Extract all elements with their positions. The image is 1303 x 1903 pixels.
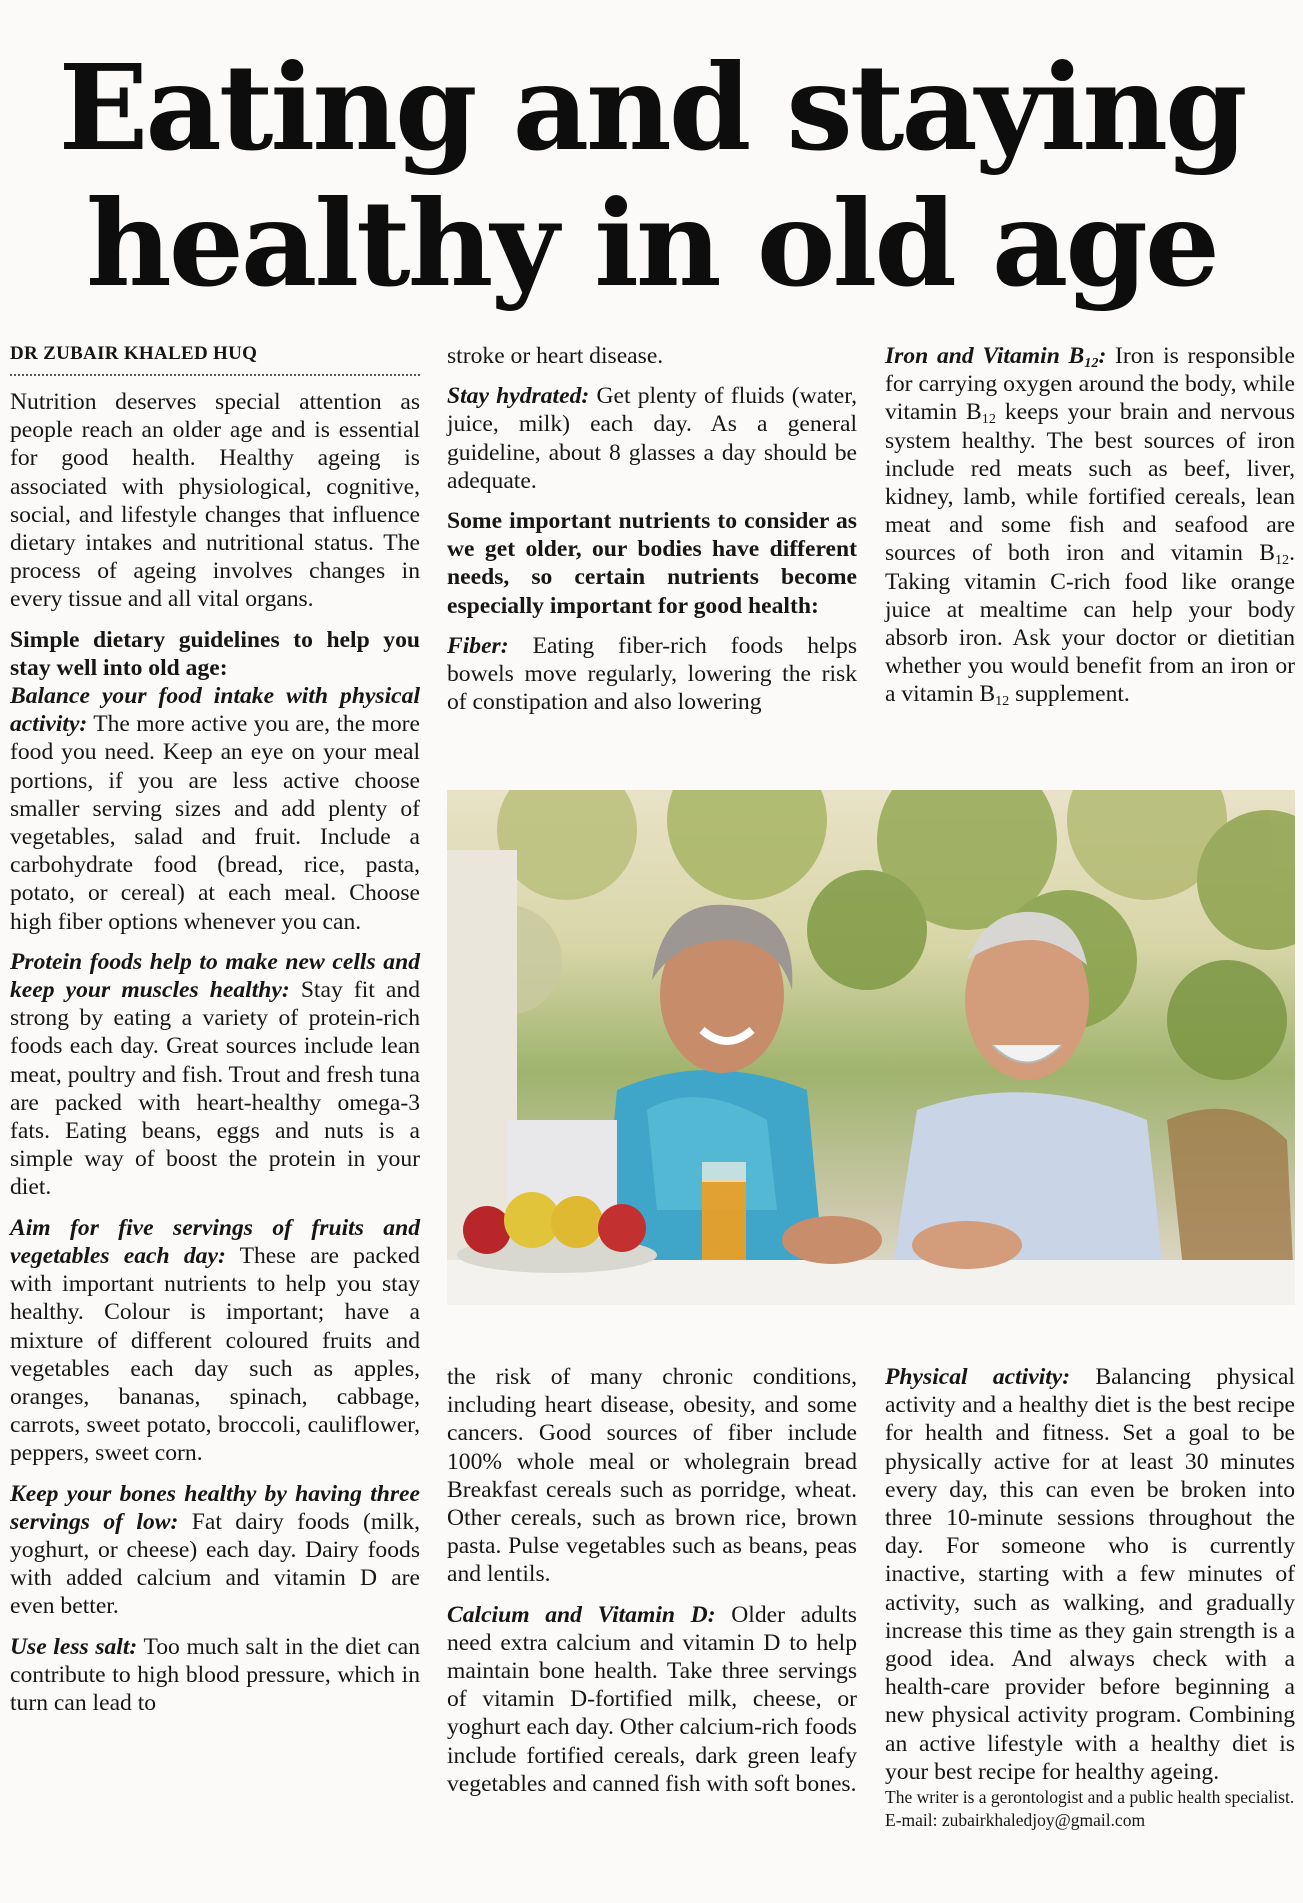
iron-lead <box>885 343 1107 372</box>
salt-text: Too much salt in the diet can contribute to high blood pressure, which in turn can lead to <box>10 1633 420 1716</box>
iron-t2: keeps your brain and nervous system healthy. The best sources of iron include red meats such as beef, liver, kidney, lamb, while fortified cereals, lean meat and some fish and seafood are sources of both iron and vitamin B <box>885 399 1296 567</box>
fiber-continued: the risk of many chronic conditions, including heart disease, obesity, and some cancers. Good sources of fiber include 100% whole meal or wholegrain bread Breakfast cereals such as porridge, wheat. Other cereals, such as brown rice, brown pasta. Pulse vegetables such as beans, peas and lentils. <box>447 1364 857 1588</box>
headline <box>0 40 1303 312</box>
foliage <box>452 790 1295 1080</box>
iron-t3: . Taking vitamin C-rich food like orange juice at mealtime can help your body absorb iron. Ask your doctor or dietitian whether you would benefit from an iron or a vitamin B <box>885 540 1295 708</box>
photo-elderly-couple <box>447 790 1295 1305</box>
iron-t1: Iron is responsible for carrying oxygen around the body, while vitamin B <box>885 343 1295 426</box>
fruits-paragraph <box>10 1214 420 1468</box>
photo-illustration <box>447 790 1295 1305</box>
fruits-text: These are packed with important nutrients to help you stay healthy. Colour is important; have a mixture of different coloured fruits and vegetables each day such as apples, oranges, bananas, spinach, cabbage, carrots, sweet potato, broccoli, cauliflower, peppers, sweet corn. <box>10 1242 420 1467</box>
woman-hands <box>782 1216 882 1264</box>
physical-paragraph <box>885 1363 1295 1786</box>
byline: DR ZUBAIR KHALED HUQ <box>10 342 420 376</box>
bones-text: Fat dairy foods (milk, yoghurt, or cheese) each day. Dairy foods with added calcium and vitamin D are even better. <box>10 1508 421 1620</box>
iron-paragraph <box>885 342 1295 709</box>
hydrated-text: Get plenty of fluids (water, juice, milk) each day. As a general guideline, about 8 glasses a day should be adequate. <box>447 383 858 494</box>
bones-paragraph <box>10 1480 420 1621</box>
column-2-bottom <box>447 1363 857 1798</box>
bones-lead: Keep your bones healthy by having three servings of low: <box>10 1480 420 1535</box>
iron-t2-sub: 12 <box>1274 552 1290 569</box>
calcium-text: Older adults need extra calcium and vitamin D to help maintain bone health. Take three servings of vitamin D-fortified milk, cheese, or yoghurt each day. Other calcium-rich foods include fortified cereals, dark green leafy vegetables and canned fish with soft bones. <box>447 1601 857 1797</box>
column-3-top <box>885 342 1295 709</box>
iron-t4: supplement. <box>1009 681 1130 708</box>
calcium-paragraph <box>447 1601 857 1798</box>
column-2-top <box>447 342 857 716</box>
hydrated-paragraph <box>447 382 857 495</box>
salt-paragraph <box>10 1633 420 1718</box>
iron-lead-b: : <box>1098 343 1107 369</box>
iron-t1-sub: 12 <box>981 411 996 428</box>
column-3-bottom <box>885 1363 1295 1844</box>
salt-continued: stroke or heart disease. <box>447 343 664 369</box>
fruits-lead: Aim for five servings of fruits and vegetables each day: <box>10 1214 420 1269</box>
iron-lead-a: Iron and Vitamin B <box>885 343 1085 369</box>
fiber-lead: Fiber: <box>447 632 509 659</box>
iron-lead-sub: 12 <box>1084 355 1099 372</box>
juice-glass <box>702 1162 746 1260</box>
balance-text: The more active you are, the more food you need. Keep an eye on your meal portions, if you are less active choose smaller serving sizes and add plenty of vegetables, salad and fruit. Include a carbohydrate food (bread, rice, pasta, potato, or cereal) at each meal. Choose high fiber options whenever you can. <box>10 711 420 935</box>
fiber-paragraph <box>447 632 857 717</box>
salt-lead: Use less salt: <box>10 1633 138 1660</box>
headline-line-2: healthy in old age <box>86 174 1217 313</box>
physical-lead: Physical activity: <box>885 1364 1071 1390</box>
writer-credit: The writer is a gerontologist and a public health specialist. E-mail: zubairkhaledjoy@gmail.com <box>885 1787 1295 1831</box>
hydrated-lead: Stay hydrated: <box>447 383 590 410</box>
man-hands <box>912 1221 1022 1269</box>
protein-lead: Protein foods help to make new cells and keep your muscles healthy: <box>10 948 420 1004</box>
headline-line-1: Eating and staying <box>58 38 1245 177</box>
protein-text: Stay fit and strong by eating a variety of protein-rich foods each day. Great sources include lean meat, poultry and fish. Trout and fresh tuna are packed with heart-healthy omega-3 fats. Eating beans, eggs and nuts is a simple way of boost the protein in your diet. <box>10 977 420 1201</box>
column-1 <box>10 342 420 1717</box>
nutrients-heading: Some important nutrients to consider as we get older, our bodies have different needs, so certain nutrients become especially important for good health: <box>447 508 857 619</box>
iron-t3-sub: 12 <box>995 693 1010 710</box>
balance-paragraph <box>10 682 420 936</box>
calcium-lead: Calcium and Vitamin D: <box>447 1601 716 1628</box>
fiber-text: Eating fiber-rich foods helps bowels move regularly, lowering the risk of constipation and also lowering <box>447 632 857 716</box>
balance-lead: Balance your food intake with physical activity: <box>10 683 420 738</box>
guidelines-heading: Simple dietary guidelines to help you stay well into old age: <box>10 626 420 681</box>
intro-paragraph: Nutrition deserves special attention as people reach an older age and is essential for good health. Healthy ageing is associated with physiological, cognitive, social, and lifestyle changes that influence dietary intakes and nutritional status. The process of ageing involves changes in every tissue and all vital organs. <box>10 389 420 613</box>
protein-paragraph <box>10 948 420 1202</box>
physical-text: Balancing physical activity and a healthy diet is the best recipe for health and fitness. Set a goal to be physically active for at least 30 minutes every day, this can even be broken into three 10-minute sessions throughout the day. For someone who is currently inactive, starting with a few minutes of activity, such as walking, and gradually increase this time as they gain strength is a good idea. And always check with a health-care provider before beginning a new physical activity program. Combining an active lifestyle with a healthy diet is your best recipe for healthy ageing. <box>885 1364 1295 1785</box>
